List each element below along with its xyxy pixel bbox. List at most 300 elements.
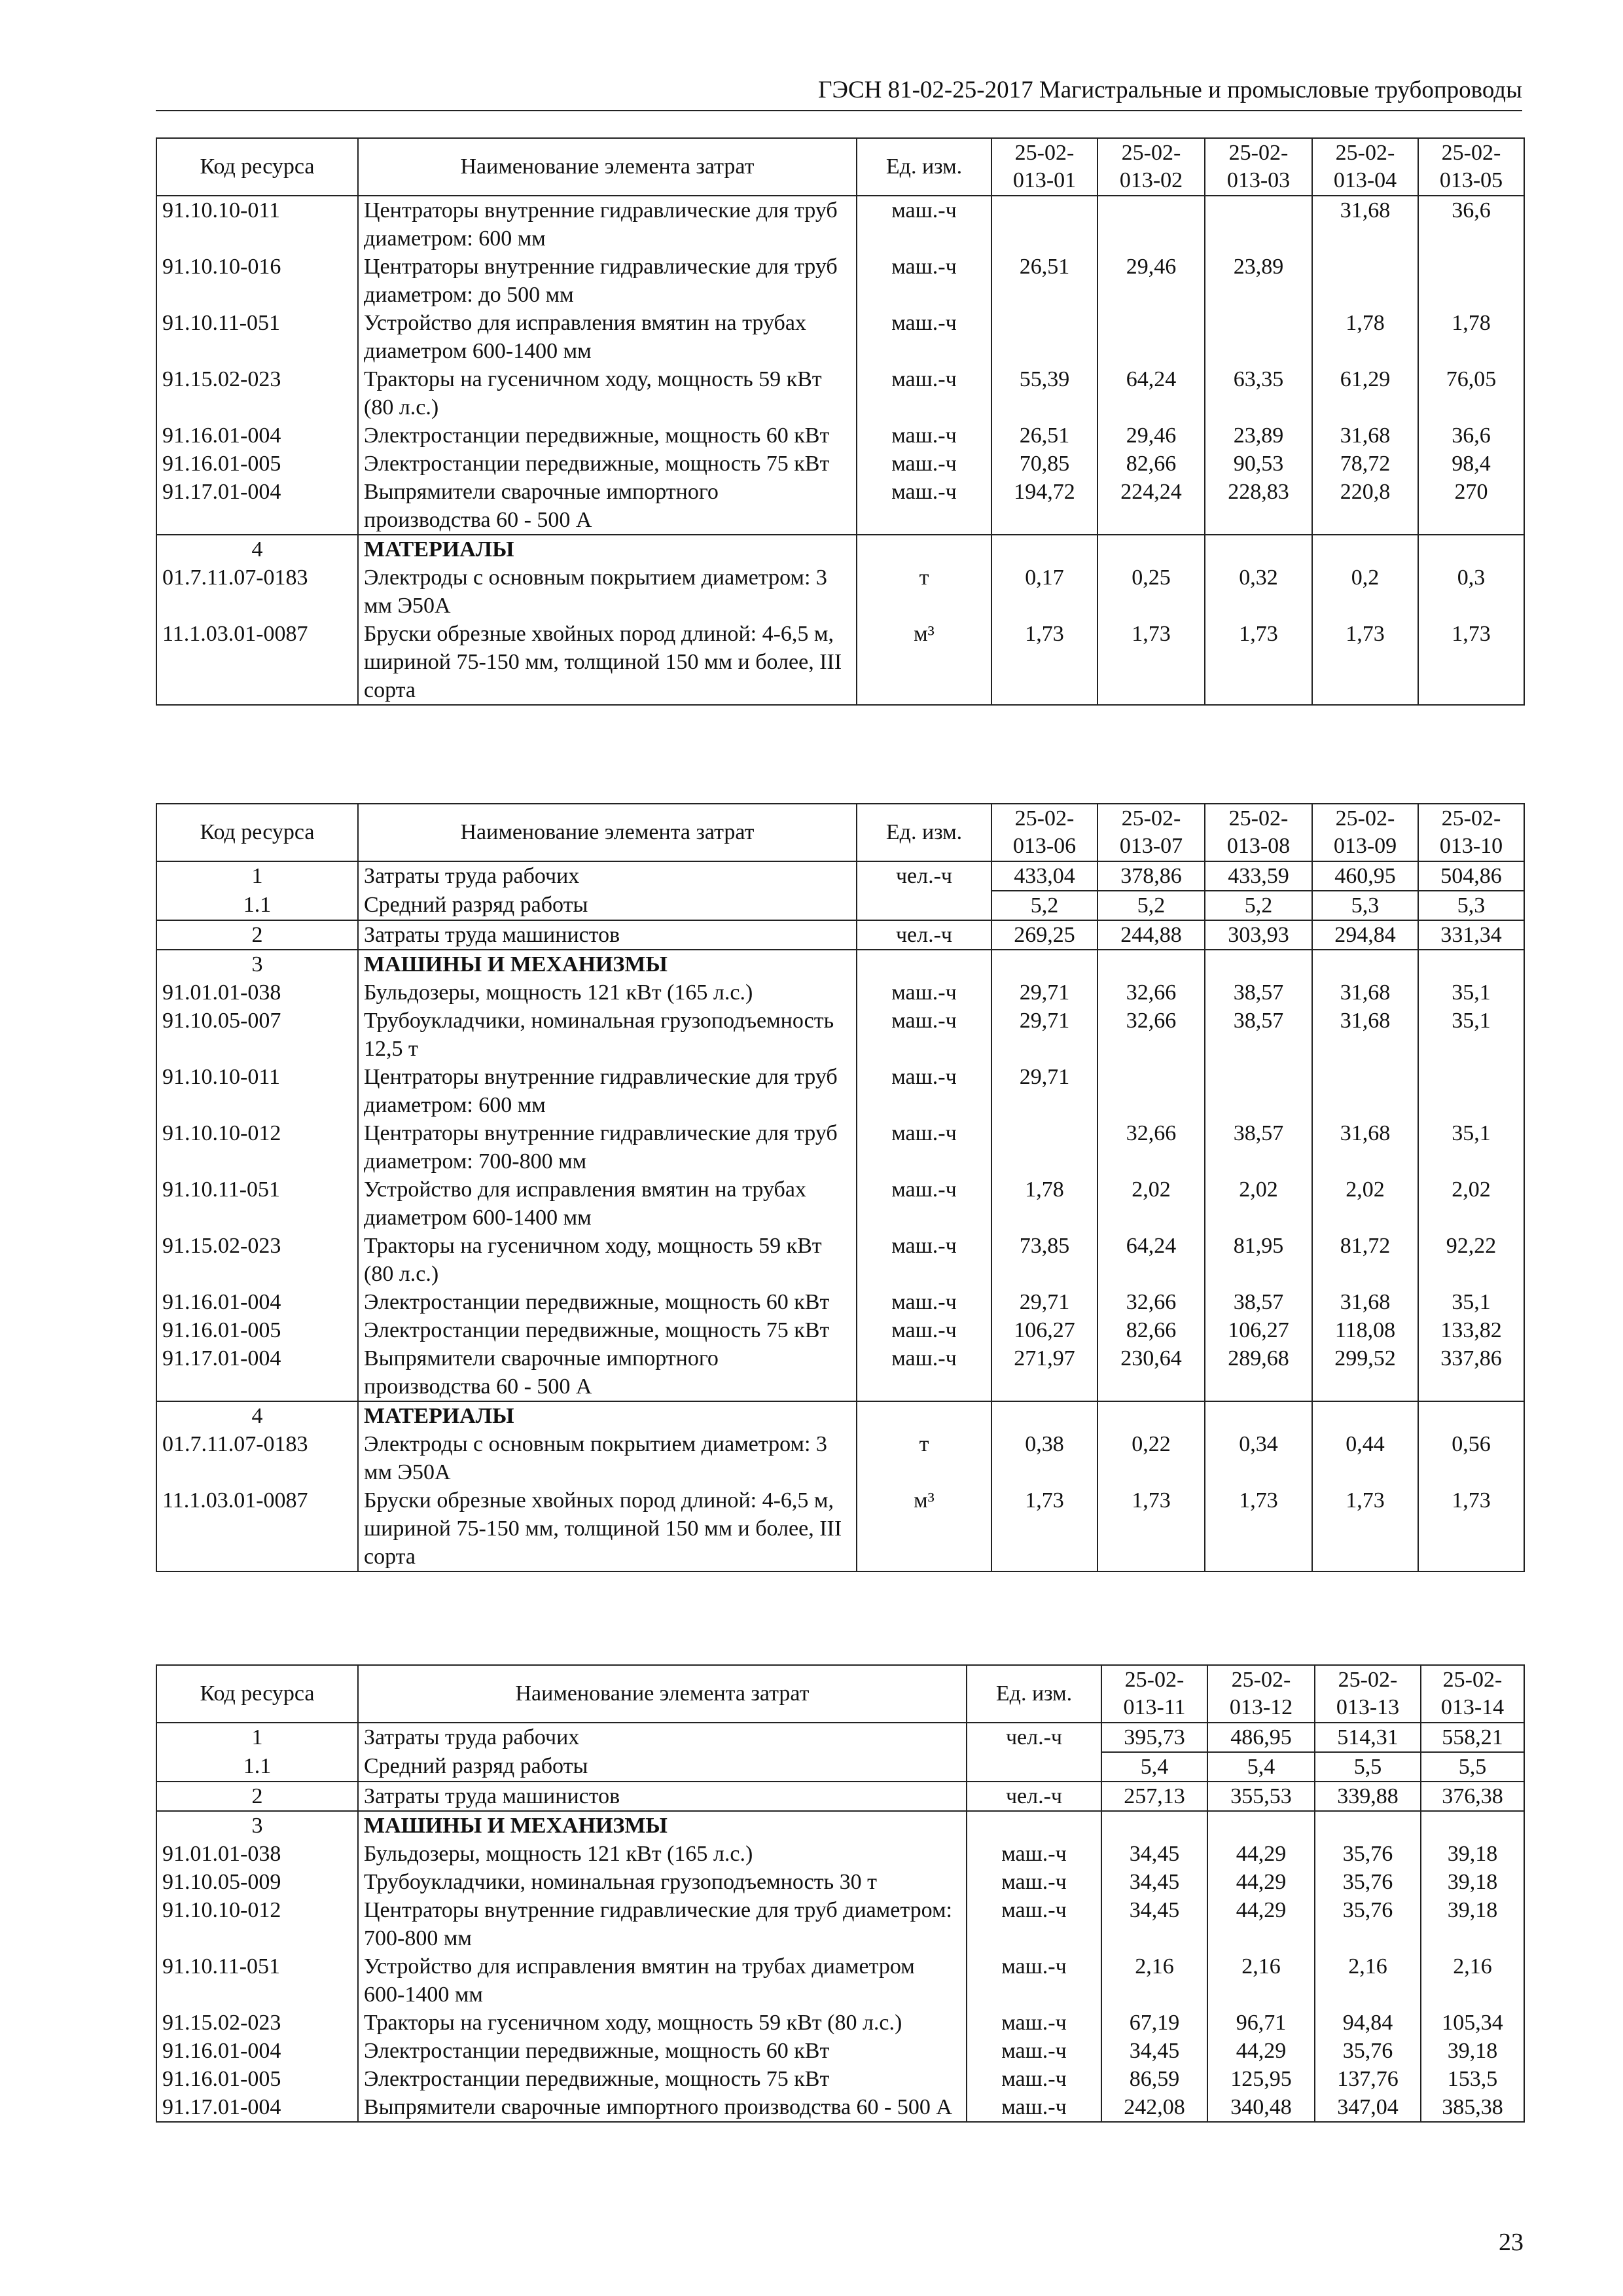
norm-value: 0,44 <box>1312 1430 1418 1486</box>
norm-value: 2,02 <box>1312 1175 1418 1232</box>
norm-value: 38,57 <box>1205 1119 1312 1175</box>
norm-value: 294,84 <box>1312 920 1418 950</box>
table-row <box>156 978 1524 1007</box>
unit: маш.-ч <box>857 309 991 365</box>
norm-value: 303,93 <box>1205 920 1312 950</box>
table-row <box>156 1007 1524 1063</box>
resource-name: Затраты труда рабочих <box>358 861 857 891</box>
unit: чел.-ч <box>857 920 991 950</box>
table-row <box>156 620 1524 705</box>
norm-value: 55,39 <box>991 365 1097 422</box>
unit: маш.-ч <box>857 978 991 1007</box>
resource-code: 2 <box>156 920 358 950</box>
col-header-norm: 25-02- 013-03 <box>1205 138 1312 196</box>
norm-value: 36,6 <box>1418 422 1524 450</box>
unit: маш.-ч <box>857 196 991 253</box>
norm-value: 34,45 <box>1101 1868 1207 1896</box>
norm-value <box>1315 1811 1421 1840</box>
unit: маш.-ч <box>857 1175 991 1232</box>
resource-name: Устройство для исправления вмятин на трубах диаметром 600-1400 мм <box>358 1175 857 1232</box>
resource-name: Выпрямители сварочные импортного производства 60 - 500 А <box>358 2093 967 2122</box>
resource-name: Выпрямители сварочные импортного производства 60 - 500 А <box>358 478 857 535</box>
table-row <box>156 450 1524 478</box>
table-header-row <box>156 138 1524 196</box>
norm-value: 242,08 <box>1101 2093 1207 2122</box>
unit: чел.-ч <box>967 1723 1101 1752</box>
resource-code: 1.1 <box>156 1752 358 1782</box>
resource-code: 91.10.11-051 <box>156 1175 358 1232</box>
norm-value: 38,57 <box>1205 1288 1312 1316</box>
norm-value: 0,34 <box>1205 1430 1312 1486</box>
norm-value: 26,51 <box>991 253 1097 309</box>
unit: маш.-ч <box>967 2037 1101 2065</box>
unit: м³ <box>857 1486 991 1571</box>
norm-value: 82,66 <box>1097 450 1205 478</box>
table-row <box>156 365 1524 422</box>
norm-value: 347,04 <box>1315 2093 1421 2122</box>
section-heading: МАШИНЫ И МЕХАНИЗМЫ <box>358 1811 967 1840</box>
norm-value: 337,86 <box>1418 1344 1524 1401</box>
norm-value: 23,89 <box>1205 253 1312 309</box>
table-row <box>156 920 1524 950</box>
resource-code: 91.10.05-009 <box>156 1868 358 1896</box>
resource-name: Тракторы на гусеничном ходу, мощность 59 кВт (80 л.с.) <box>358 365 857 422</box>
norm-value: 2,02 <box>1418 1175 1524 1232</box>
norm-value: 5,5 <box>1421 1752 1524 1782</box>
norm-value: 61,29 <box>1312 365 1418 422</box>
norm-value: 504,86 <box>1418 861 1524 891</box>
unit <box>857 535 991 564</box>
norm-value: 32,66 <box>1097 978 1205 1007</box>
norm-value: 228,83 <box>1205 478 1312 535</box>
table-row <box>156 1896 1524 1952</box>
running-header <box>156 73 1522 111</box>
norm-value <box>1101 1811 1207 1840</box>
resource-name: Средний разряд работы <box>358 891 857 920</box>
norm-value: 44,29 <box>1207 1840 1315 1868</box>
norm-value: 331,34 <box>1418 920 1524 950</box>
norm-value <box>1421 1811 1524 1840</box>
resource-code: 1.1 <box>156 891 358 920</box>
unit <box>857 1401 991 1430</box>
norm-value: 125,95 <box>1207 2065 1315 2093</box>
col-header-norm: 25-02- 013-02 <box>1097 138 1205 196</box>
resource-name: Электростанции передвижные, мощность 75 кВт <box>358 1316 857 1344</box>
norm-value: 224,24 <box>1097 478 1205 535</box>
norm-value: 78,72 <box>1312 450 1418 478</box>
norm-value <box>1207 1811 1315 1840</box>
norm-value: 29,71 <box>991 1007 1097 1063</box>
col-header-norm: 25-02- 013-04 <box>1312 138 1418 196</box>
norm-value: 257,13 <box>1101 1782 1207 1811</box>
resource-name: Затраты труда машинистов <box>358 1782 967 1811</box>
norm-value: 376,38 <box>1421 1782 1524 1811</box>
norm-value: 5,5 <box>1315 1752 1421 1782</box>
norm-value: 29,71 <box>991 978 1097 1007</box>
table-row <box>156 478 1524 535</box>
norm-value: 39,18 <box>1421 1896 1524 1952</box>
table-row <box>156 1868 1524 1896</box>
resource-name: Выпрямители сварочные импортного производства 60 - 500 А <box>358 1344 857 1401</box>
norm-value: 73,85 <box>991 1232 1097 1288</box>
col-header-norm: 25-02- 013-07 <box>1097 804 1205 861</box>
resource-name: Электростанции передвижные, мощность 60 кВт <box>358 422 857 450</box>
unit: маш.-ч <box>857 365 991 422</box>
norm-value: 35,76 <box>1315 2037 1421 2065</box>
norm-value: 355,53 <box>1207 1782 1315 1811</box>
resource-name: Средний разряд работы <box>358 1752 967 1782</box>
col-header-unit: Ед. изм. <box>857 804 991 861</box>
norm-value: 0,22 <box>1097 1430 1205 1486</box>
unit: м³ <box>857 620 991 705</box>
col-header-name: Наименование элемента затрат <box>358 804 857 861</box>
norm-value: 39,18 <box>1421 1868 1524 1896</box>
norm-value: 5,3 <box>1418 891 1524 920</box>
table-row <box>156 1811 1524 1840</box>
norm-value <box>1097 1401 1205 1430</box>
resource-code: 91.15.02-023 <box>156 365 358 422</box>
norm-value: 5,4 <box>1101 1752 1207 1782</box>
norm-value: 92,22 <box>1418 1232 1524 1288</box>
unit: т <box>857 564 991 620</box>
col-header-name: Наименование элемента затрат <box>358 138 857 196</box>
norm-value: 1,73 <box>991 620 1097 705</box>
norm-value: 5,2 <box>1205 891 1312 920</box>
resource-code: 11.1.03.01-0087 <box>156 1486 358 1571</box>
norm-value: 299,52 <box>1312 1344 1418 1401</box>
resource-name: Центраторы внутренние гидравлические для труб диаметром: 600 мм <box>358 196 857 253</box>
table-row <box>156 1063 1524 1119</box>
norm-value: 2,16 <box>1207 1952 1315 2009</box>
norm-value: 26,51 <box>991 422 1097 450</box>
norm-value: 29,71 <box>991 1063 1097 1119</box>
norm-value: 23,89 <box>1205 422 1312 450</box>
col-header-norm: 25-02- 013-13 <box>1315 1665 1421 1723</box>
resource-name: Электростанции передвижные, мощность 75 кВт <box>358 2065 967 2093</box>
col-header-norm: 25-02- 013-01 <box>991 138 1097 196</box>
resource-name: Устройство для исправления вмятин на трубах диаметром 600-1400 мм <box>358 1952 967 2009</box>
norm-value: 67,19 <box>1101 2009 1207 2037</box>
col-header-code: Код ресурса <box>156 138 358 196</box>
table-row <box>156 1401 1524 1430</box>
norm-value: 106,27 <box>991 1316 1097 1344</box>
unit: маш.-ч <box>967 1840 1101 1868</box>
norm-value: 32,66 <box>1097 1288 1205 1316</box>
resource-code: 91.16.01-005 <box>156 450 358 478</box>
norm-value: 94,84 <box>1315 2009 1421 2037</box>
norm-value: 38,57 <box>1205 978 1312 1007</box>
norm-value <box>991 1119 1097 1175</box>
norm-value: 44,29 <box>1207 1896 1315 1952</box>
resource-code: 91.15.02-023 <box>156 2009 358 2037</box>
table-row <box>156 1486 1524 1571</box>
norm-value: 194,72 <box>991 478 1097 535</box>
norm-value: 0,38 <box>991 1430 1097 1486</box>
norm-value: 133,82 <box>1418 1316 1524 1344</box>
norm-value: 29,71 <box>991 1288 1097 1316</box>
norm-value: 0,17 <box>991 564 1097 620</box>
norm-value: 5,4 <box>1207 1752 1315 1782</box>
norm-value <box>1097 535 1205 564</box>
norm-value: 35,1 <box>1418 1119 1524 1175</box>
table-row <box>156 1119 1524 1175</box>
norm-value: 44,29 <box>1207 1868 1315 1896</box>
resource-code: 91.01.01-038 <box>156 978 358 1007</box>
norm-value: 230,64 <box>1097 1344 1205 1401</box>
norm-value: 0,56 <box>1418 1430 1524 1486</box>
norm-value <box>1097 950 1205 978</box>
norm-value: 0,3 <box>1418 564 1524 620</box>
table-row <box>156 1952 1524 2009</box>
norm-value: 0,32 <box>1205 564 1312 620</box>
resource-table-1 <box>156 137 1525 706</box>
norm-value <box>1312 253 1418 309</box>
table-row <box>156 891 1524 920</box>
table-row <box>156 1430 1524 1486</box>
norm-value: 1,73 <box>1312 1486 1418 1571</box>
norm-value: 29,46 <box>1097 253 1205 309</box>
resource-name: Затраты труда рабочих <box>358 1723 967 1752</box>
resource-code: 91.16.01-005 <box>156 1316 358 1344</box>
norm-value: 1,73 <box>1418 620 1524 705</box>
norm-value: 1,73 <box>1097 620 1205 705</box>
norm-value: 460,95 <box>1312 861 1418 891</box>
resource-code: 91.01.01-038 <box>156 1840 358 1868</box>
unit <box>857 891 991 920</box>
table-header-row <box>156 804 1524 861</box>
unit: маш.-ч <box>857 1119 991 1175</box>
norm-value <box>1097 309 1205 365</box>
resource-code: 91.16.01-004 <box>156 422 358 450</box>
resource-table-2 <box>156 803 1525 1572</box>
table-row <box>156 1782 1524 1811</box>
norm-value: 2,02 <box>1205 1175 1312 1232</box>
norm-value <box>1418 535 1524 564</box>
norm-value <box>1097 1063 1205 1119</box>
table-row <box>156 2093 1524 2122</box>
resource-name: Тракторы на гусеничном ходу, мощность 59 кВт (80 л.с.) <box>358 1232 857 1288</box>
resource-code: 91.10.10-016 <box>156 253 358 309</box>
resource-code: 91.10.10-012 <box>156 1119 358 1175</box>
norm-value <box>1205 1401 1312 1430</box>
resource-name: Трубоукладчики, номинальная грузоподъемность 12,5 т <box>358 1007 857 1063</box>
norm-value: 153,5 <box>1421 2065 1524 2093</box>
table-row <box>156 564 1524 620</box>
resource-code: 91.10.10-011 <box>156 196 358 253</box>
norm-value <box>991 1401 1097 1430</box>
norm-value <box>1205 196 1312 253</box>
table-row <box>156 861 1524 891</box>
norm-value: 31,68 <box>1312 1288 1418 1316</box>
resource-name: Бруски обрезные хвойных пород длиной: 4-6,5 м, шириной 75-150 мм, толщиной 150 мм и более, III сорта <box>358 1486 857 1571</box>
norm-value <box>1418 1401 1524 1430</box>
norm-value: 5,3 <box>1312 891 1418 920</box>
section-heading: МАТЕРИАЛЫ <box>358 535 857 564</box>
unit: маш.-ч <box>967 2093 1101 2122</box>
unit <box>857 950 991 978</box>
resource-code: 3 <box>156 950 358 978</box>
resource-code: 11.1.03.01-0087 <box>156 620 358 705</box>
norm-value: 76,05 <box>1418 365 1524 422</box>
resource-name: Тракторы на гусеничном ходу, мощность 59 кВт (80 л.с.) <box>358 2009 967 2037</box>
resource-name: Электроды с основным покрытием диаметром: 3 мм Э50А <box>358 1430 857 1486</box>
col-header-norm: 25-02- 013-08 <box>1205 804 1312 861</box>
resource-code: 91.10.10-012 <box>156 1896 358 1952</box>
norm-value: 39,18 <box>1421 2037 1524 2065</box>
resource-name: Бруски обрезные хвойных пород длиной: 4-6,5 м, шириной 75-150 мм, толщиной 150 мм и более, III сорта <box>358 620 857 705</box>
resource-name: Электростанции передвижные, мощность 60 кВт <box>358 2037 967 2065</box>
resource-name: Электроды с основным покрытием диаметром: 3 мм Э50А <box>358 564 857 620</box>
norm-value: 64,24 <box>1097 1232 1205 1288</box>
norm-value <box>1205 535 1312 564</box>
norm-value: 98,4 <box>1418 450 1524 478</box>
unit <box>967 1752 1101 1782</box>
norm-value <box>991 535 1097 564</box>
norm-value: 44,29 <box>1207 2037 1315 2065</box>
resource-code: 4 <box>156 1401 358 1430</box>
resource-code: 4 <box>156 535 358 564</box>
unit: маш.-ч <box>967 1952 1101 2009</box>
table-row <box>156 2037 1524 2065</box>
norm-value <box>991 196 1097 253</box>
unit: маш.-ч <box>857 478 991 535</box>
unit: чел.-ч <box>967 1782 1101 1811</box>
norm-value <box>1312 1063 1418 1119</box>
resource-code: 91.16.01-005 <box>156 2065 358 2093</box>
col-header-code: Код ресурса <box>156 1665 358 1723</box>
norm-value: 2,16 <box>1101 1952 1207 2009</box>
unit: маш.-ч <box>857 1316 991 1344</box>
col-header-norm: 25-02- 013-12 <box>1207 1665 1315 1723</box>
norm-value: 558,21 <box>1421 1723 1524 1752</box>
norm-value: 34,45 <box>1101 1840 1207 1868</box>
norm-value: 96,71 <box>1207 2009 1315 2037</box>
norm-value: 340,48 <box>1207 2093 1315 2122</box>
resource-name: Центраторы внутренние гидравлические для труб диаметром: 700-800 мм <box>358 1896 967 1952</box>
resource-name: Центраторы внутренние гидравлические для труб диаметром: до 500 мм <box>358 253 857 309</box>
unit: маш.-ч <box>857 422 991 450</box>
resource-code: 91.16.01-004 <box>156 1288 358 1316</box>
norm-value: 82,66 <box>1097 1316 1205 1344</box>
norm-value: 433,04 <box>991 861 1097 891</box>
table-row <box>156 422 1524 450</box>
unit: маш.-ч <box>857 1288 991 1316</box>
norm-value: 1,73 <box>1205 1486 1312 1571</box>
unit: маш.-ч <box>967 2009 1101 2037</box>
resource-code: 91.16.01-004 <box>156 2037 358 2065</box>
norm-value: 1,73 <box>1097 1486 1205 1571</box>
col-header-code: Код ресурса <box>156 804 358 861</box>
section-heading: МАШИНЫ И МЕХАНИЗМЫ <box>358 950 857 978</box>
norm-value: 34,45 <box>1101 1896 1207 1952</box>
norm-value: 36,6 <box>1418 196 1524 253</box>
table-row <box>156 309 1524 365</box>
norm-value: 29,46 <box>1097 422 1205 450</box>
norm-value: 31,68 <box>1312 978 1418 1007</box>
table-row <box>156 2065 1524 2093</box>
unit: маш.-ч <box>857 1007 991 1063</box>
norm-value: 385,38 <box>1421 2093 1524 2122</box>
norm-value: 38,57 <box>1205 1007 1312 1063</box>
norm-value: 118,08 <box>1312 1316 1418 1344</box>
resource-code: 91.10.10-011 <box>156 1063 358 1119</box>
norm-value <box>1312 535 1418 564</box>
col-header-unit: Ед. изм. <box>967 1665 1101 1723</box>
norm-value <box>1418 1063 1524 1119</box>
norm-value <box>1418 253 1524 309</box>
table-row <box>156 1316 1524 1344</box>
norm-value: 0,25 <box>1097 564 1205 620</box>
unit: маш.-ч <box>857 1232 991 1288</box>
norm-value <box>1418 950 1524 978</box>
table-header-row <box>156 1665 1524 1723</box>
norm-value: 137,76 <box>1315 2065 1421 2093</box>
norm-value: 32,66 <box>1097 1007 1205 1063</box>
unit <box>967 1811 1101 1840</box>
norm-value: 2,16 <box>1315 1952 1421 2009</box>
col-header-norm: 25-02- 013-10 <box>1418 804 1524 861</box>
norm-value: 395,73 <box>1101 1723 1207 1752</box>
table-row <box>156 1344 1524 1401</box>
norm-value: 106,27 <box>1205 1316 1312 1344</box>
norm-value: 1,73 <box>1418 1486 1524 1571</box>
col-header-name: Наименование элемента затрат <box>358 1665 967 1723</box>
table-row <box>156 196 1524 253</box>
unit: маш.-ч <box>857 450 991 478</box>
norm-value: 269,25 <box>991 920 1097 950</box>
unit: маш.-ч <box>967 1896 1101 1952</box>
norm-value: 271,97 <box>991 1344 1097 1401</box>
unit: маш.-ч <box>967 1868 1101 1896</box>
norm-value: 2,16 <box>1421 1952 1524 2009</box>
table-row <box>156 253 1524 309</box>
resource-name: Электростанции передвижные, мощность 60 кВт <box>358 1288 857 1316</box>
table-row <box>156 2009 1524 2037</box>
norm-value: 244,88 <box>1097 920 1205 950</box>
norm-value <box>1205 950 1312 978</box>
resource-code: 01.7.11.07-0183 <box>156 1430 358 1486</box>
norm-value: 5,2 <box>991 891 1097 920</box>
table-row <box>156 535 1524 564</box>
norm-value: 81,72 <box>1312 1232 1418 1288</box>
resource-code: 01.7.11.07-0183 <box>156 564 358 620</box>
table-row <box>156 950 1524 978</box>
unit: маш.-ч <box>967 2065 1101 2093</box>
norm-value: 514,31 <box>1315 1723 1421 1752</box>
norm-value: 2,02 <box>1097 1175 1205 1232</box>
table-row <box>156 1175 1524 1232</box>
norm-value: 378,86 <box>1097 861 1205 891</box>
norm-value <box>1312 1401 1418 1430</box>
norm-value: 1,78 <box>991 1175 1097 1232</box>
norm-value: 1,78 <box>1312 309 1418 365</box>
norm-value <box>1097 196 1205 253</box>
norm-value: 486,95 <box>1207 1723 1315 1752</box>
norm-value: 35,1 <box>1418 1288 1524 1316</box>
norm-value: 289,68 <box>1205 1344 1312 1401</box>
page-number: 23 <box>1499 2229 1524 2256</box>
norm-value <box>991 950 1097 978</box>
resource-code: 91.10.05-007 <box>156 1007 358 1063</box>
norm-value: 32,66 <box>1097 1119 1205 1175</box>
resource-code: 91.10.11-051 <box>156 309 358 365</box>
section-heading: МАТЕРИАЛЫ <box>358 1401 857 1430</box>
resource-name: Центраторы внутренние гидравлические для труб диаметром: 600 мм <box>358 1063 857 1119</box>
col-header-norm: 25-02- 013-06 <box>991 804 1097 861</box>
norm-value: 1,73 <box>1312 620 1418 705</box>
col-header-unit: Ед. изм. <box>857 138 991 196</box>
col-header-norm: 25-02- 013-05 <box>1418 138 1524 196</box>
